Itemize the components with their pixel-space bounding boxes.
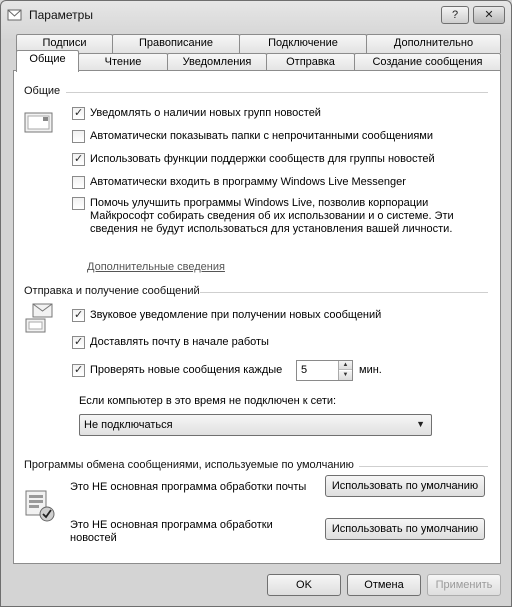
sound-notification-label: Звуковое уведомление при получении новых сообщений	[90, 309, 382, 321]
tab-send[interactable]: Отправка	[266, 53, 355, 72]
check-interval-label: Проверять новые сообщения каждые	[90, 364, 283, 376]
deliver-on-start-label: Доставлять почту в начале работы	[90, 336, 269, 348]
tab-spelling[interactable]: Правописание	[112, 34, 240, 53]
window-app-icon	[7, 8, 23, 22]
apply-button[interactable]: Применить	[427, 574, 501, 596]
show-unread-folders-label: Автоматически показывать папки с непрочитанными сообщениями	[90, 130, 434, 142]
group-send-receive-title: Отправка и получение сообщений	[24, 285, 200, 297]
community-support-label: Использовать функции поддержки сообществ для группы новостей	[90, 153, 435, 165]
check-interval-value[interactable]: 5	[301, 364, 308, 376]
check-interval-stepper[interactable]	[296, 360, 353, 381]
tab-notifications[interactable]: Уведомления	[167, 53, 267, 72]
show-unread-folders-checkbox[interactable]	[72, 130, 85, 143]
group-send-receive-divider	[200, 292, 488, 293]
group-general-divider	[66, 92, 488, 93]
auto-messenger-label: Автоматически входить в программу Windows Live Messenger	[90, 176, 406, 188]
auto-messenger-checkbox[interactable]	[72, 176, 85, 189]
community-support-checkbox[interactable]: ✓	[74, 153, 84, 165]
news-default-text: Это НЕ основная программа обработки новостей	[70, 519, 273, 544]
group-defaults-divider	[359, 466, 488, 467]
offline-action-dropdown[interactable]: Не подключаться ▼	[79, 414, 432, 436]
group-defaults-title: Программы обмена сообщениями, используемые по умолчанию	[24, 459, 354, 471]
tab-reading[interactable]: Чтение	[78, 53, 168, 72]
tab-compose[interactable]: Создание сообщения	[354, 53, 501, 72]
tab-advanced[interactable]: Дополнительно	[366, 34, 501, 53]
sound-notification-checkbox[interactable]: ✓	[74, 309, 84, 321]
ok-button[interactable]: OK	[267, 574, 341, 596]
stepper-down-icon[interactable]: ▼	[339, 371, 352, 380]
send-receive-envelopes-icon	[24, 303, 54, 335]
deliver-on-start-checkbox[interactable]: ✓	[74, 336, 84, 348]
default-program-check-icon	[24, 489, 58, 523]
envelope-icon	[24, 110, 54, 134]
help-button[interactable]: ?	[441, 6, 469, 24]
notify-new-groups-label: Уведомлять о наличии новых групп новостей	[90, 107, 321, 119]
tab-panel-general	[13, 70, 501, 564]
set-default-news-button[interactable]: Использовать по умолчанию	[325, 518, 485, 540]
window-title: Параметры	[29, 8, 93, 22]
mail-default-text: Это НЕ основная программа обработки почты	[70, 481, 307, 493]
close-button[interactable]: ✕	[473, 6, 505, 24]
tab-connection[interactable]: Подключение	[239, 34, 367, 53]
check-interval-checkbox[interactable]: ✓	[74, 364, 84, 376]
interval-unit-label: мин.	[359, 364, 382, 376]
set-default-mail-button[interactable]: Использовать по умолчанию	[325, 475, 485, 497]
offline-label: Если компьютер в это время не подключен к сети:	[79, 395, 337, 407]
improve-programs-checkbox[interactable]	[72, 197, 85, 210]
improve-programs-label: Помочь улучшить программы Windows Live, позволив корпорации Майкрософт собирать сведения об их использовании и о системе. Эти сведения не будут использоваться для установления вашей личности.	[90, 197, 454, 235]
chevron-down-icon: ▼	[416, 419, 425, 429]
group-general-title: Общие	[24, 85, 61, 97]
cancel-button[interactable]: Отмена	[347, 574, 421, 596]
tab-signatures[interactable]: Подписи	[16, 34, 113, 53]
more-info-link[interactable]: Дополнительные сведения	[87, 261, 225, 273]
notify-new-groups-checkbox[interactable]: ✓	[74, 107, 84, 119]
stepper-up-icon[interactable]: ▲	[339, 361, 352, 370]
tab-general[interactable]: Общие	[16, 50, 79, 72]
title-bar	[1, 1, 511, 29]
